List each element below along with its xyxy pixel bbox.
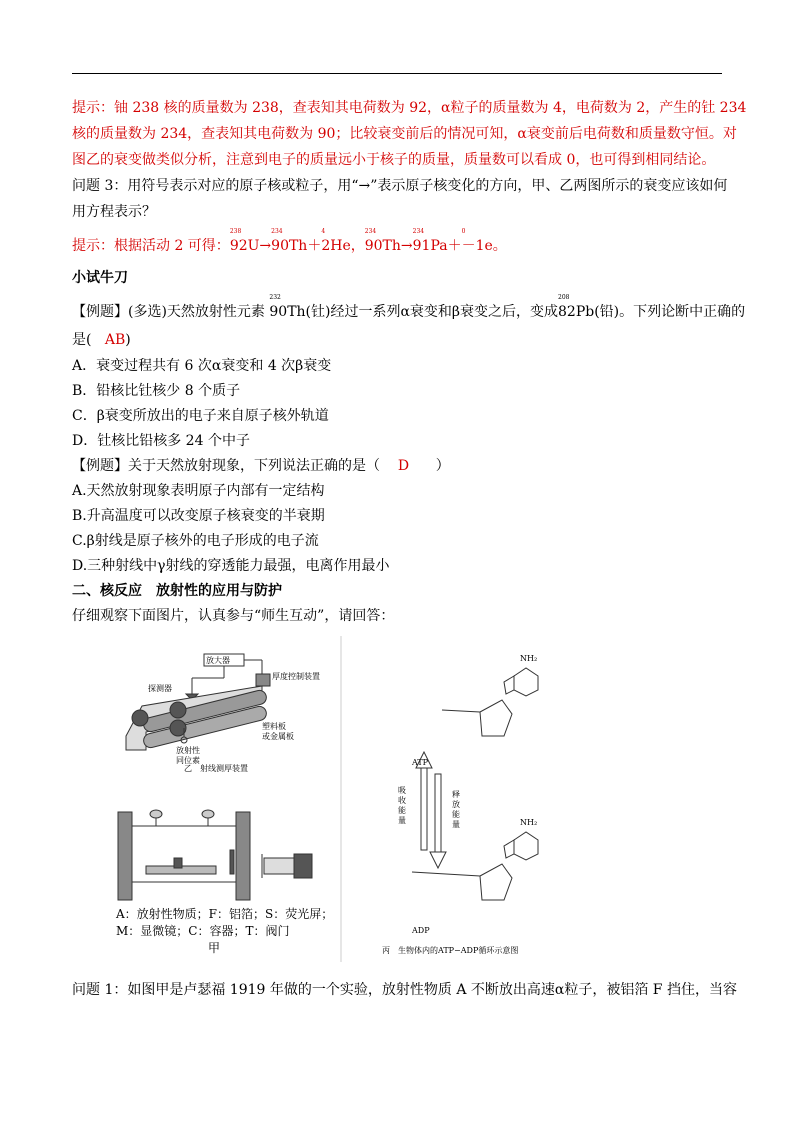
label-nh2-top: NH₂ — [520, 654, 538, 663]
hint1-line1: 提示：铀 238 核的质量数为 238，查表知其电荷数为 92，α粒子的质量数为 4，电荷数为 2，产生的钍 234 — [72, 100, 747, 116]
label-plate-2: 或金属板 — [262, 732, 294, 741]
legend-line1: A：放射性物质；F：铝箔；S：荧光屏； — [116, 907, 334, 921]
example1-stem-2: 是( AB) — [72, 332, 131, 348]
thickness-control-box — [256, 674, 270, 686]
label-detector: 探测器 — [148, 684, 172, 693]
caption-bing: 丙 生物体内的ATP−ADP循环示意图 — [382, 946, 519, 955]
example1-option-c: C．β衰变所放出的电子来自原子核外轨道 — [72, 408, 329, 424]
example2-option-a: A.天然放射现象表明原子内部有一定结构 — [72, 483, 325, 499]
hint2-prefix: 提示：根据活动 2 可得： — [72, 238, 230, 254]
nuclide-he4: 4 2He， — [321, 228, 365, 254]
example2-stem: 【例题】关于天然放射现象，下列说法正确的是（ D ） — [72, 458, 450, 474]
section-title-practice: 小试牛刀 — [72, 270, 128, 286]
label-isotope: 放射性 — [176, 746, 200, 755]
example1-option-b: B．铅核比钍核少 8 个质子 — [72, 383, 241, 399]
nuclide-th234: 234 90Th＋ — [271, 228, 322, 254]
example2-answer: D — [397, 458, 410, 474]
nuclide-pb208: 208 82Pb(铅)。下列论断中正确的 — [558, 294, 746, 320]
example2-option-d: D.三种射线中γ射线的穿透能力最强，电离作用最小 — [72, 558, 390, 574]
example2-option-c: C.β射线是原子核外的电子形成的电子流 — [72, 533, 319, 549]
atp-adp-diagram — [341, 636, 538, 962]
header-rule — [72, 73, 722, 74]
example1-option-d: D．钍核比铅核多 24 个中子 — [72, 433, 250, 449]
question3-line1: 问题 3：用符号表示对应的原子核或粒子，用“→”表示原子核变化的方向，甲、乙两图所示的衰变应该如何 — [72, 178, 728, 194]
label-thickness-control: 厚度控制装置 — [272, 672, 320, 681]
adenine-ring-bottom — [514, 832, 538, 860]
caption-yi: 乙 射线测厚装置 — [184, 764, 248, 773]
label-release-energy: 释放能量 — [452, 790, 460, 829]
legend-line2: M：显微镜；C：容器；T：阀门 — [116, 924, 290, 938]
label-adp: ADP — [412, 926, 430, 935]
label-atp: ATP — [412, 758, 429, 767]
caption-jia: 甲 — [208, 941, 221, 955]
label-absorb-energy: 吸收能量 — [398, 786, 406, 825]
adenine-ring-top — [514, 668, 538, 696]
observe-instruction: 仔细观察下面图片，认真参与“师生互动”，请回答： — [72, 608, 395, 624]
example1-stem: 【例题】(多选)天然放射性元素 232 90Th(钍)经过一系列α衰变和β衰变之后，变成 208 82Pb(铅)。下列论断中正确的 — [72, 294, 746, 320]
label-plate: 塑料板 — [262, 722, 286, 731]
example1-option-a: A．衰变过程共有 6 次α衰变和 4 次β衰变 — [72, 358, 332, 374]
thickness-gauge-diagram — [126, 654, 270, 750]
figure-panel — [112, 636, 578, 962]
question3-line2: 用方程表示？ — [72, 204, 156, 220]
hint2-equation — [72, 228, 732, 256]
question1-line1: 问题 1：如图甲是卢瑟福 1919 年做的一个实验，放射性物质 A 不断放出高速α粒子，被铝箔 F 挡住，当容 — [72, 982, 737, 998]
label-isotope-2: 同位素 — [176, 756, 200, 765]
label-amplifier: 放大器 — [206, 656, 230, 665]
ribose-ring-top — [480, 700, 512, 736]
ribose-ring-bottom — [480, 864, 512, 900]
example1-answer: AB — [104, 332, 126, 348]
nuclide-u238: 238 92U→ — [229, 228, 272, 254]
label-nh2-bottom: NH₂ — [520, 818, 538, 827]
nuclide-pa234: 234 91Pa＋ — [412, 228, 462, 254]
nuclide-th234-b: 234 90Th→ — [364, 228, 413, 254]
example2-option-b: B.升高温度可以改变原子核衰变的半衰期 — [72, 508, 325, 524]
nuclide-electron: 0 －1e。 — [461, 228, 507, 254]
hint1-line3: 图乙的衰变做类似分析，注意到电子的质量远小于核子的质量，质量数可以看成 0，也可得到相同结论。 — [72, 152, 716, 168]
section-title-reactions: 二、核反应 放射性的应用与防护 — [72, 583, 282, 599]
hint1-line2: 核的质量数为 234，查表知其电荷数为 90；比较衰变前后的情况可知，α衰变前后电荷数和质量数守恒。对 — [72, 126, 737, 142]
nuclide-th232: 232 90Th(钍)经过一系列α衰变和β衰变之后，变成 — [269, 294, 559, 320]
rutherford-apparatus-diagram — [118, 810, 312, 900]
apparatus-legend — [116, 906, 333, 957]
